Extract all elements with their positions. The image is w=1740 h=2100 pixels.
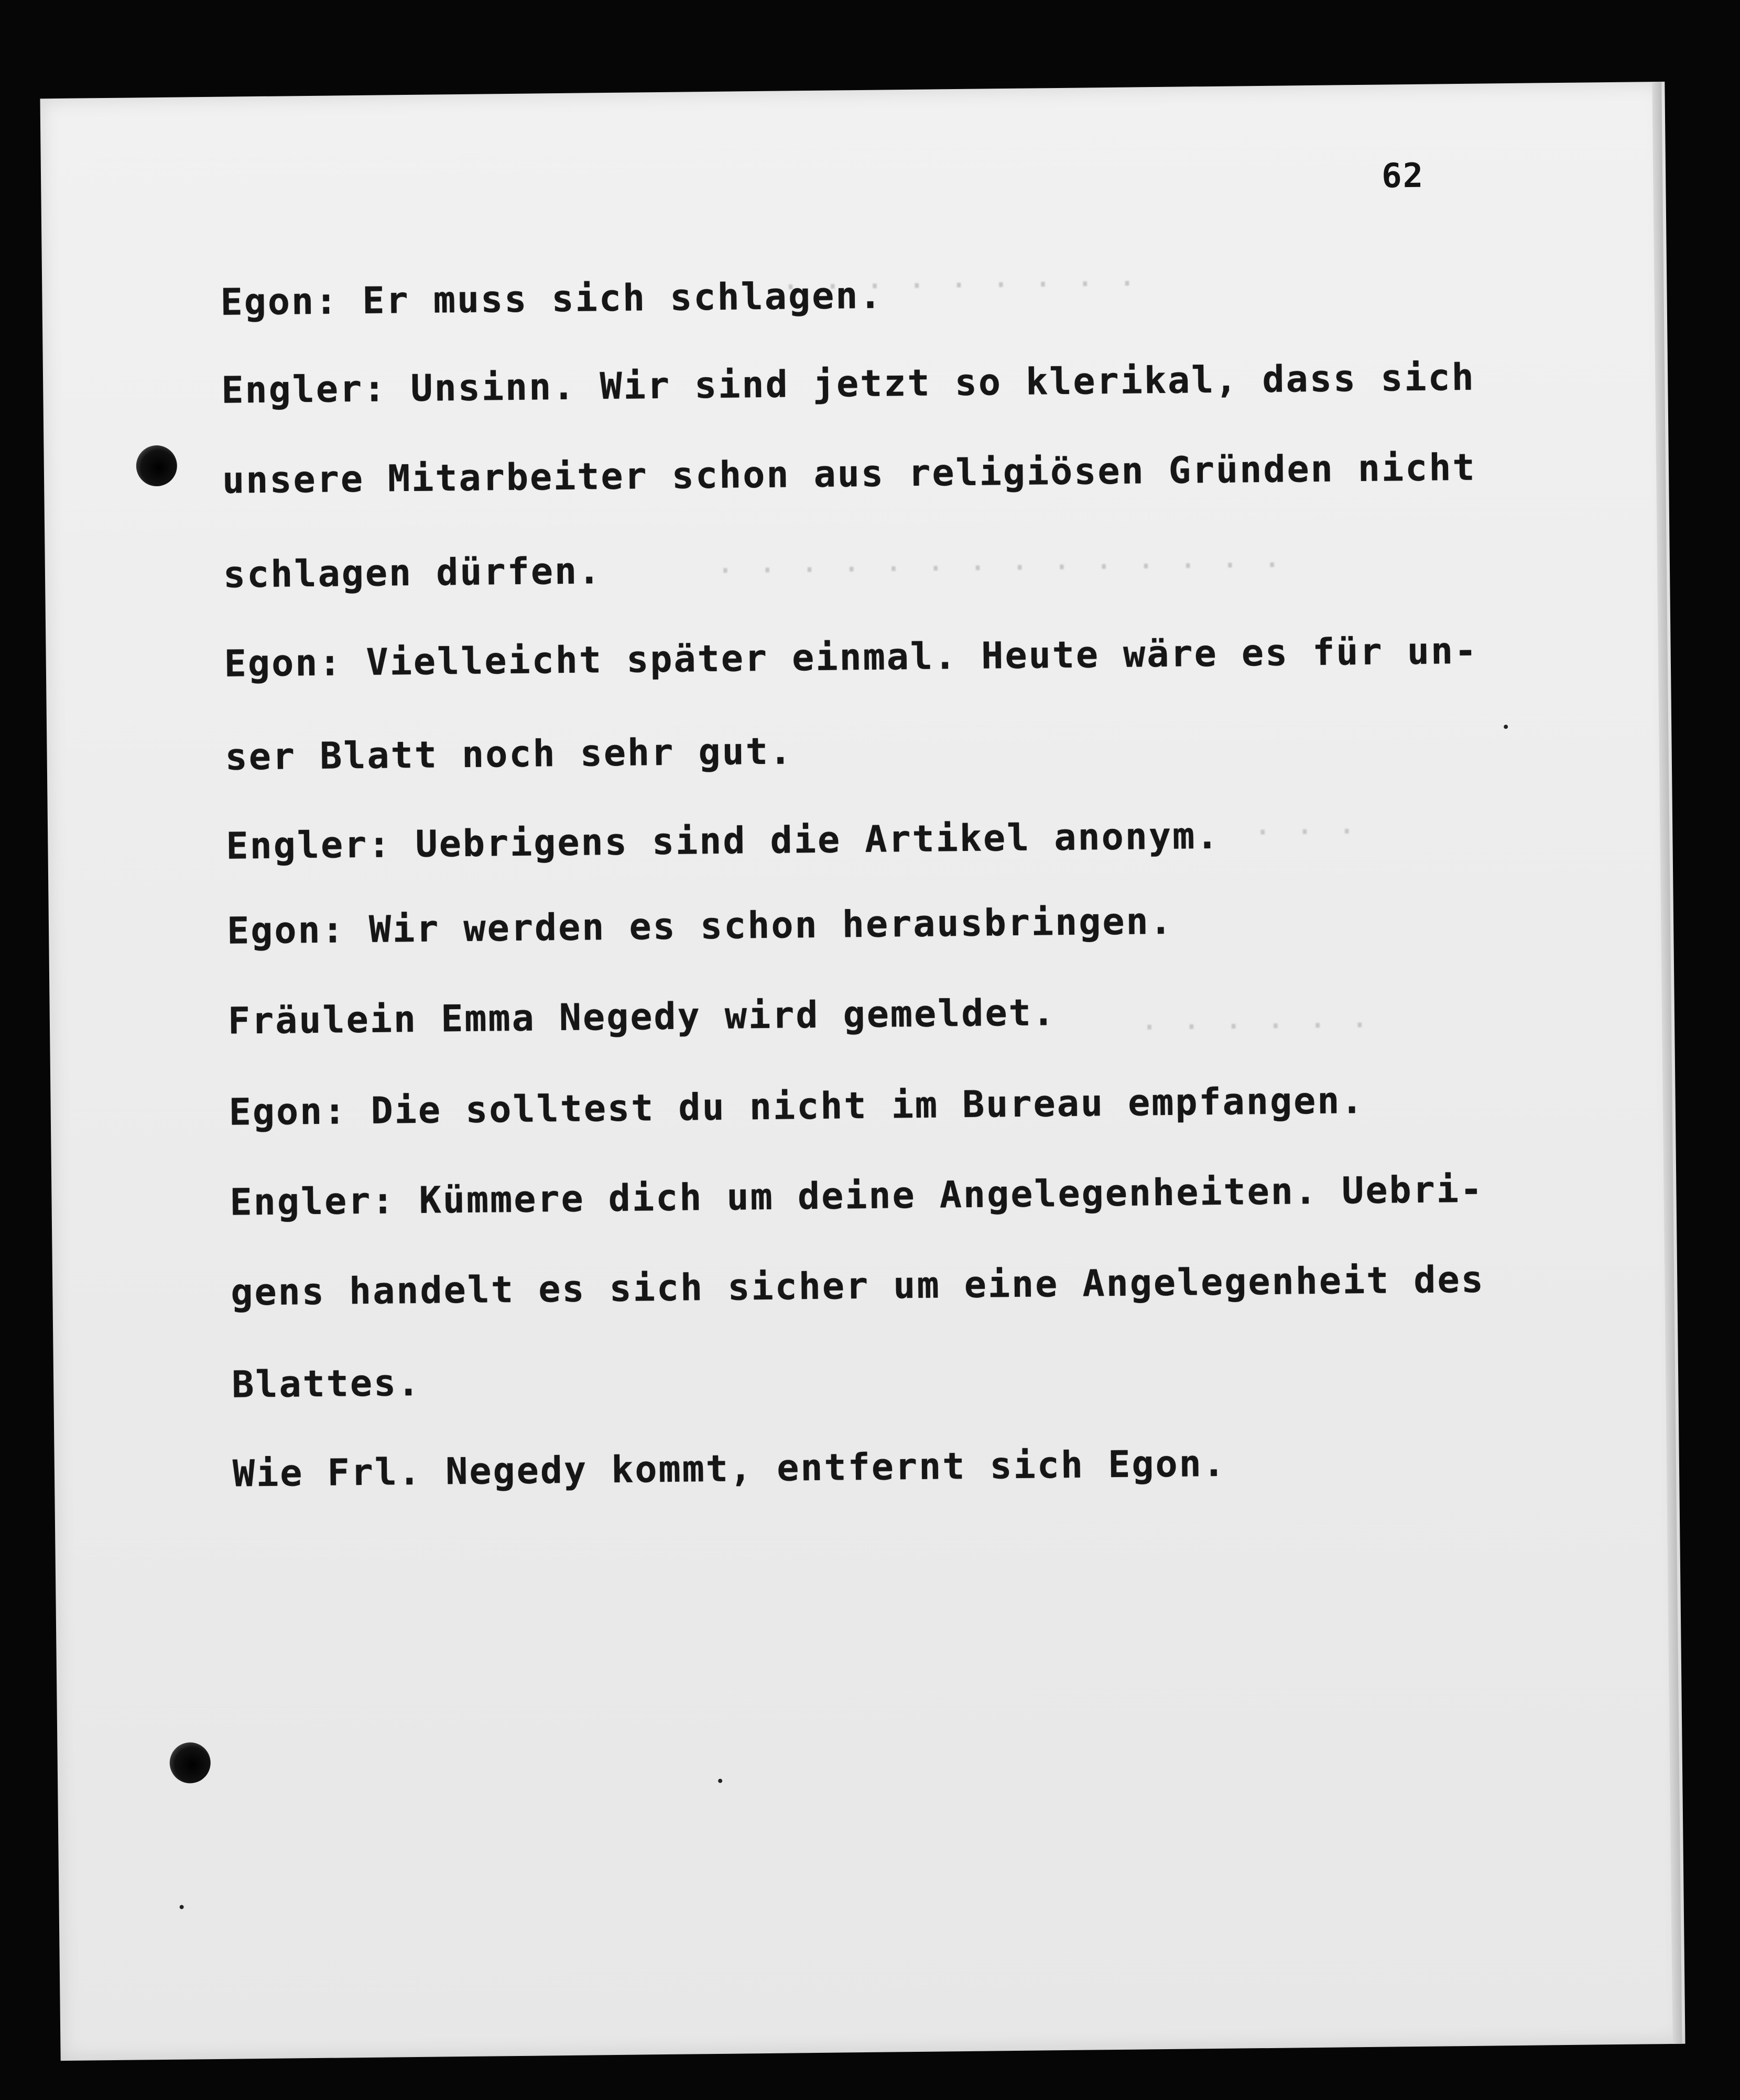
bleed-through-text: · · · · · · · · · · xyxy=(738,265,1139,307)
script-line: Blattes. xyxy=(231,1361,421,1406)
document-page xyxy=(40,82,1685,2061)
bleed-through-text: · · · xyxy=(1253,813,1359,851)
script-line: gens handelt es sich sicher um eine Angelegenheit des xyxy=(230,1257,1485,1314)
script-line: Engler: Uebrigens sind die Artikel anonym. xyxy=(226,814,1220,868)
bleed-through-text: · · · · · · xyxy=(1139,1007,1372,1046)
script-line: schlagen dürfen. xyxy=(223,549,602,596)
ink-speck xyxy=(718,1779,722,1783)
script-line: Egon: Vielleicht später einmal. Heute wäre es für un- xyxy=(224,629,1478,685)
script-line: unsere Mitarbeiter schon aus religiösen Gründen nicht xyxy=(222,445,1477,502)
script-line: Egon: Die solltest du nicht im Bureau empfangen. xyxy=(229,1078,1365,1134)
bleed-through-text: · · · · · · · · · · · · · · xyxy=(715,546,1284,589)
script-line: Wie Frl. Negedy kommt, entfernt sich Egon. xyxy=(232,1441,1227,1495)
script-line: Engler: Unsinn. Wir sind jetzt so klerikal, dass sich xyxy=(221,355,1476,412)
punch-hole-icon xyxy=(136,445,177,487)
script-line: ser Blatt noch sehr gut. xyxy=(225,729,793,779)
ink-speck xyxy=(180,1905,184,1909)
punch-hole-icon xyxy=(169,1742,211,1784)
page-number: 62 xyxy=(1381,156,1424,196)
page-edge xyxy=(1652,82,1682,2044)
script-line: Egon: Er muss sich schlagen. xyxy=(220,274,883,324)
script-line: Engler: Kümmere dich um deine Angelegenheiten. Uebri- xyxy=(230,1167,1484,1224)
script-line: Egon: Wir werden es schon herausbringen. xyxy=(226,899,1174,953)
ink-speck xyxy=(1504,725,1508,729)
script-line: Fräulein Emma Negedy wird gemeldet. xyxy=(227,991,1057,1043)
